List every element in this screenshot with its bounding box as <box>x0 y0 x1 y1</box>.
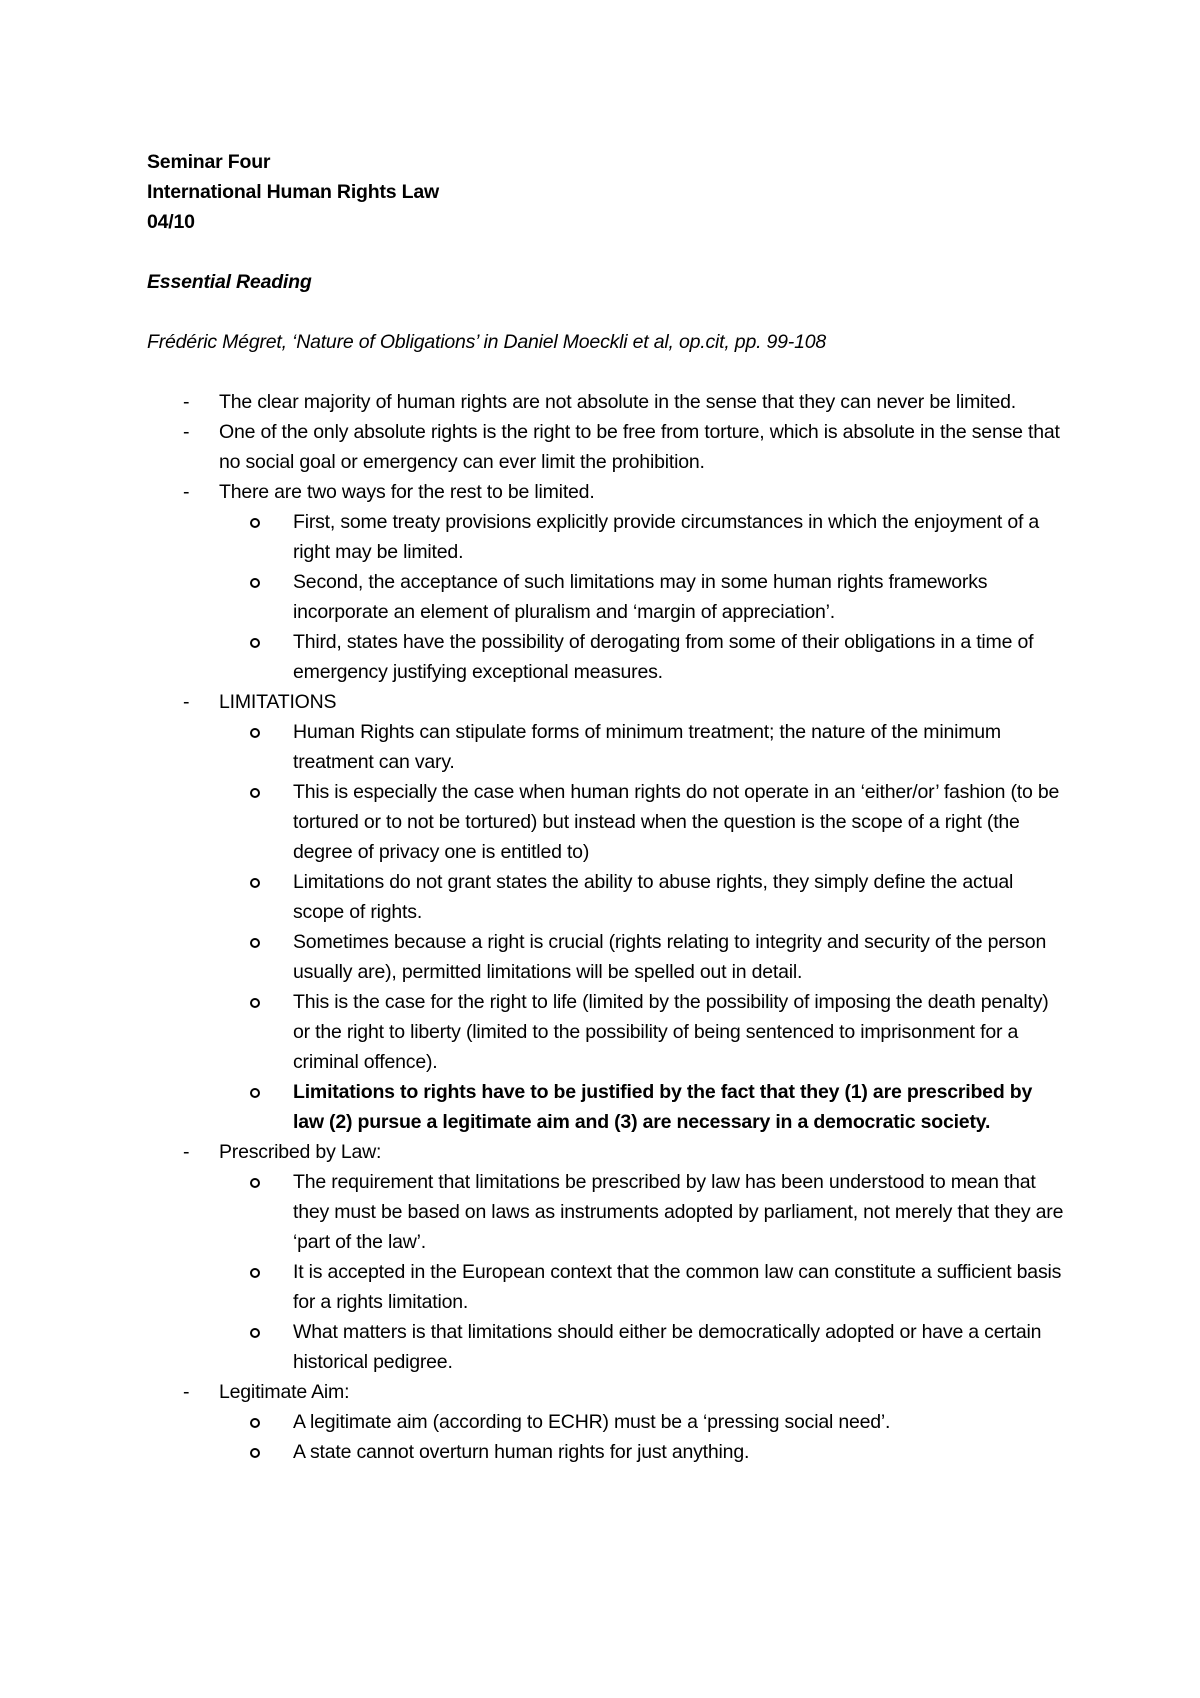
circle-bullet-icon <box>250 518 260 528</box>
notes-list <box>147 387 1067 1467</box>
sub-list-item-text: What matters is that limitations should either be democratically adopted or have a certain historical pedigree. <box>293 1321 1042 1373</box>
circle-bullet-icon <box>250 1178 260 1188</box>
seminar-date: 04/10 <box>147 211 195 233</box>
sub-list-item-text: Third, states have the possibility of derogating from some of their obligations in a time of emergency justifying exceptional measures. <box>293 631 1034 683</box>
sub-list-item <box>147 1077 1067 1137</box>
course-title: International Human Rights Law <box>147 181 439 203</box>
sub-list-item-text: It is accepted in the European context that the common law can constitute a sufficient basis for a rights limitation. <box>293 1261 1062 1313</box>
circle-bullet-icon <box>250 878 260 888</box>
spacer <box>147 297 1067 327</box>
sub-list-item-text: Sometimes because a right is crucial (rights relating to integrity and security of the person usually are), permitted limitations will be spelled out in detail. <box>293 931 1047 983</box>
sub-list-item <box>147 777 1067 867</box>
list-item-text: LIMITATIONS <box>219 691 337 713</box>
sub-list-item <box>147 717 1067 777</box>
spacer <box>147 357 1067 387</box>
circle-bullet-icon <box>250 998 260 1008</box>
sub-list-item-text: First, some treaty provisions explicitly provide circumstances in which the enjoyment of a right may be limited. <box>293 511 1040 563</box>
sub-list-item-text: Limitations do not grant states the ability to abuse rights, they simply define the actual scope of rights. <box>293 871 1014 923</box>
circle-bullet-icon <box>250 1088 260 1098</box>
sub-list-item-text: This is the case for the right to life (limited by the possibility of imposing the death penalty) or the right to liberty (limited to the possibility of being sentenced to imprisonment for a criminal offence). <box>293 991 1049 1073</box>
sub-list-item-text: A legitimate aim (according to ECHR) must be a ‘pressing social need’. <box>293 1411 891 1433</box>
sub-list-item-text: This is especially the case when human rights do not operate in an ‘either/or’ fashion (to be tortured or to not be tortured) but instead when the question is the scope of a right (the degree of privacy one is entitled to) <box>293 781 1060 863</box>
sub-list-item-text: A state cannot overturn human rights for just anything. <box>293 1441 750 1463</box>
circle-bullet-icon <box>250 1328 260 1338</box>
dash-bullet-icon: - <box>183 1381 190 1403</box>
dash-bullet-icon: - <box>183 391 190 413</box>
circle-bullet-icon <box>250 938 260 948</box>
sub-list-item-text: The requirement that limitations be prescribed by law has been understood to mean that they must be based on laws as instruments adopted by parliament, not merely that they are ‘part of the law’. <box>293 1171 1064 1253</box>
dash-bullet-icon: - <box>183 481 190 503</box>
sub-list-item <box>147 507 1067 567</box>
sub-list-item <box>147 1407 1067 1437</box>
reading-reference: Frédéric Mégret, ‘Nature of Obligations’ in Daniel Moeckli et al, op.cit, pp. 99-108 <box>147 331 827 353</box>
spacer <box>147 237 1067 267</box>
sub-list <box>219 507 1067 687</box>
list-item-text: The clear majority of human rights are not absolute in the sense that they can never be limited. <box>219 391 1016 413</box>
sub-list-item <box>147 627 1067 687</box>
list-item <box>147 687 1067 1137</box>
circle-bullet-icon <box>250 788 260 798</box>
sub-list <box>219 1407 1067 1467</box>
list-item <box>147 417 1067 477</box>
list-item-text: Prescribed by Law: <box>219 1141 382 1163</box>
circle-bullet-icon <box>250 1418 260 1428</box>
list-item-text: There are two ways for the rest to be limited. <box>219 481 595 503</box>
sub-list-item <box>147 867 1067 927</box>
circle-bullet-icon <box>250 638 260 648</box>
circle-bullet-icon <box>250 578 260 588</box>
list-item-text: One of the only absolute rights is the right to be free from torture, which is absolute in the sense that no social goal or emergency can ever limit the prohibition. <box>219 421 1060 473</box>
sub-list-item <box>147 1317 1067 1377</box>
sub-list-item <box>147 1167 1067 1257</box>
circle-bullet-icon <box>250 1268 260 1278</box>
circle-bullet-icon <box>250 728 260 738</box>
list-item <box>147 1137 1067 1377</box>
list-item <box>147 477 1067 687</box>
sub-list <box>219 1167 1067 1377</box>
seminar-title: Seminar Four <box>147 151 271 173</box>
dash-bullet-icon: - <box>183 1141 190 1163</box>
sub-list-item <box>147 927 1067 987</box>
dash-bullet-icon: - <box>183 421 190 443</box>
list-item <box>147 1377 1067 1467</box>
document-page <box>147 147 1067 1467</box>
sub-list <box>219 717 1067 1137</box>
essential-reading-heading: Essential Reading <box>147 271 312 293</box>
dash-bullet-icon: - <box>183 691 190 713</box>
circle-bullet-icon <box>250 1448 260 1458</box>
sub-list-item-text: Second, the acceptance of such limitations may in some human rights frameworks incorporate an element of pluralism and ‘margin of appreciation’. <box>293 571 988 623</box>
sub-list-item-text-bold: Limitations to rights have to be justified by the fact that they (1) are prescribed by law (2) pursue a legitimate aim and (3) are necessary in a democratic society. <box>293 1081 1033 1133</box>
sub-list-item <box>147 567 1067 627</box>
sub-list-item-text: Human Rights can stipulate forms of minimum treatment; the nature of the minimum treatment can vary. <box>293 721 1001 773</box>
list-item <box>147 387 1067 417</box>
sub-list-item <box>147 1437 1067 1467</box>
list-item-text: Legitimate Aim: <box>219 1381 350 1403</box>
sub-list-item <box>147 1257 1067 1317</box>
sub-list-item <box>147 987 1067 1077</box>
